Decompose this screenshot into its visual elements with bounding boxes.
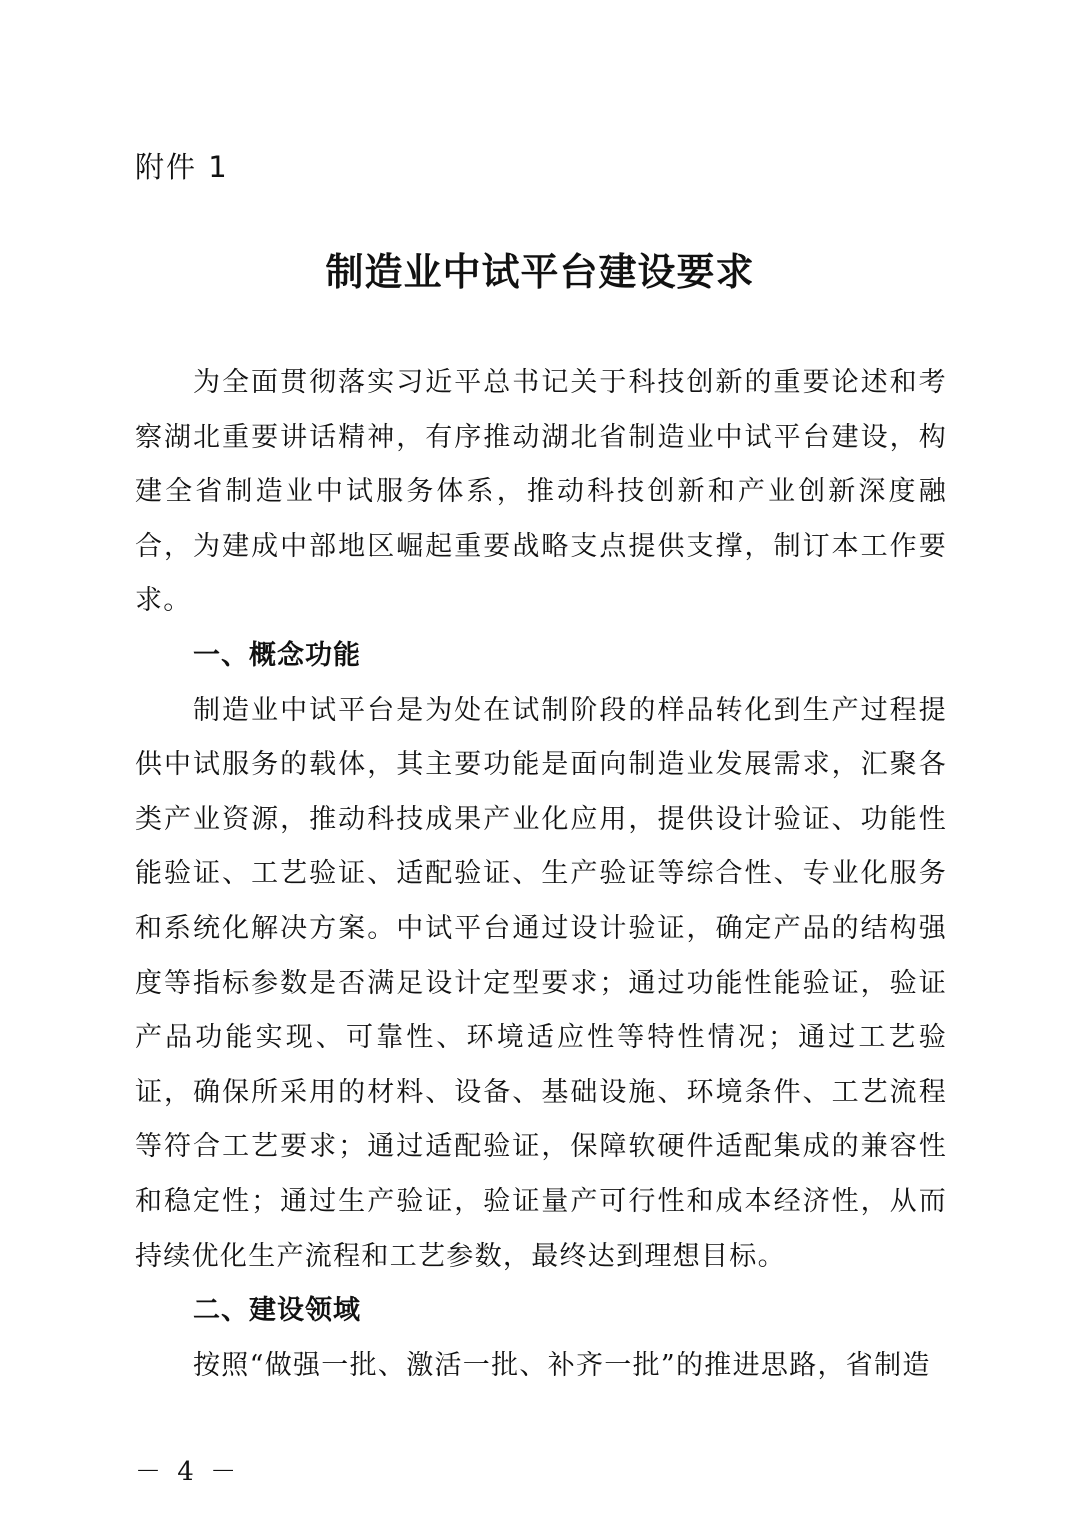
section-heading-concept: 一、概念功能 bbox=[193, 639, 361, 671]
attachment-label: 附件 1 bbox=[135, 150, 229, 184]
section-paragraph-fields: 按照“做强一批、激活一批、补齐一批”的推进思路，省制造 bbox=[193, 1349, 931, 1381]
document-body bbox=[135, 356, 947, 1393]
page-number: － 4 － bbox=[135, 1457, 241, 1487]
section-heading-fields: 二、建设领域 bbox=[193, 1295, 361, 1327]
document-title: 制造业中试平台建设要求 bbox=[325, 250, 755, 294]
section-paragraph-concept: 制造业中试平台是为处在试制阶段的样品转化到生产过程提供中试服务的载体，其主要功能是面向制造业发展需求，汇聚各类产业资源，推动科技成果产业化应用，提供设计验证、功能性能验证、工艺验证、适配验证、生产验证等综合性、专业化服务和系统化解决方案。中试平台通过设计验证，确定产品的结构强度等指标参数是否满足设计定型要求；通过功能性能验证，验证产品功能实现、可靠性、环境适应性等特性情况；通过工艺验证，确保所采用的材料、设备、基础设施、环境条件、工艺流程等符合工艺要求；通过适配验证，保障软硬件适配集成的兼容性和稳定性；通过生产验证，验证量产可行性和成本经济性，从而持续优化生产流程和工艺参数，最终达到理想目标。 bbox=[135, 694, 947, 1272]
intro-paragraph: 为全面贯彻落实习近平总书记关于科技创新的重要论述和考察湖北重要讲话精神，有序推动湖北省制造业中试平台建设，构建全省制造业中试服务体系，推动科技创新和产业创新深度融合，为建成中部地区崛起重要战略支点提供支撑，制订本工作要求。 bbox=[135, 367, 947, 617]
